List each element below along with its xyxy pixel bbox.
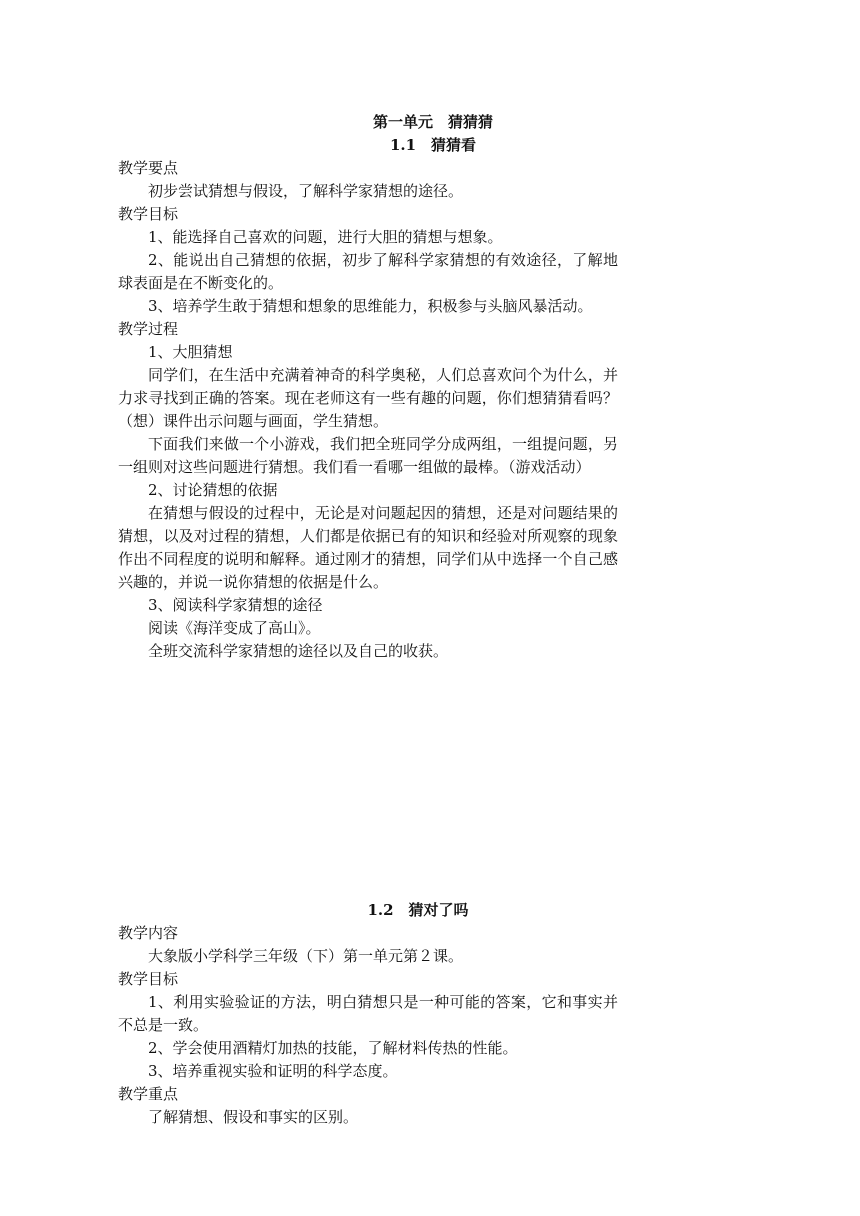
process-subheading: 1、大胆猜想: [148, 343, 233, 361]
focus-text: 了解猜想、假设和事实的区别。: [148, 1108, 359, 1126]
unit-title: 第一单元 猜猜猜: [372, 113, 493, 131]
goal-item: 2、学会使用酒精灯加热的技能，了解材料传热的性能。: [148, 1039, 518, 1057]
content-text: 大象版小学科学三年级（下）第一单元第２课。: [148, 947, 464, 965]
goal-item: 1、能选择自己喜欢的问题，进行大胆的猜想与想象。: [148, 228, 503, 246]
process-paragraph: 同学们，在生活中充满着神奇的科学奥秘，人们总喜欢问个为什么，并力求寻找到正确的答案。现在老师这有一些有趣的问题，你们想猜猜看吗？（想）课件出示问题与画面，学生猜想。: [118, 366, 618, 430]
lesson-2-title: 1.2 猜对了吗: [367, 901, 469, 919]
process-paragraph: 下面我们来做一个小游戏，我们把全班同学分成两组，一组提问题，另一组则对这些问题进行猜想。我们看一看哪一组做的最棒。（游戏活动）: [118, 435, 618, 476]
key-points-heading: 教学要点: [118, 159, 179, 177]
process-paragraph: 阅读《海洋变成了高山》。: [148, 619, 321, 637]
goals-heading: 教学目标: [118, 970, 179, 988]
process-subheading: 3、阅读科学家猜想的途径: [148, 596, 323, 614]
content-heading: 教学内容: [118, 924, 179, 942]
goal-item: 3、培养重视实验和证明的科学态度。: [148, 1062, 398, 1080]
lesson-1-title: 1.1 猜猜看: [389, 136, 477, 154]
goal-item: 2、能说出自己猜想的依据，初步了解科学家猜想的有效途径，了解地球表面是在不断变化的。: [118, 251, 618, 292]
goal-item: 3、培养学生敢于猜想和想象的思维能力，积极参与头脑风暴活动。: [148, 297, 593, 315]
process-heading: 教学过程: [118, 320, 179, 338]
process-subheading: 2、讨论猜想的依据: [148, 481, 278, 499]
goal-item: 1、利用实验验证的方法，明白猜想只是一种可能的答案，它和事实并不总是一致。: [118, 993, 618, 1034]
focus-heading: 教学重点: [118, 1085, 179, 1103]
process-paragraph: 在猜想与假设的过程中，无论是对问题起因的猜想，还是对问题结果的猜想，以及对过程的猜想，人们都是依据已有的知识和经验对所观察的现象作出不同程度的说明和解释。通过刚才的猜想，同学们从中选择一个自己感兴趣的，并说一说你猜想的依据是什么。: [118, 504, 618, 591]
key-points-text: 初步尝试猜想与假设，了解科学家猜想的途径。: [148, 182, 464, 200]
process-paragraph: 全班交流科学家猜想的途径以及自己的收获。: [148, 642, 449, 660]
lesson-1-section: [118, 111, 618, 663]
lesson-2-section: [118, 899, 618, 1129]
goals-heading: 教学目标: [118, 205, 179, 223]
